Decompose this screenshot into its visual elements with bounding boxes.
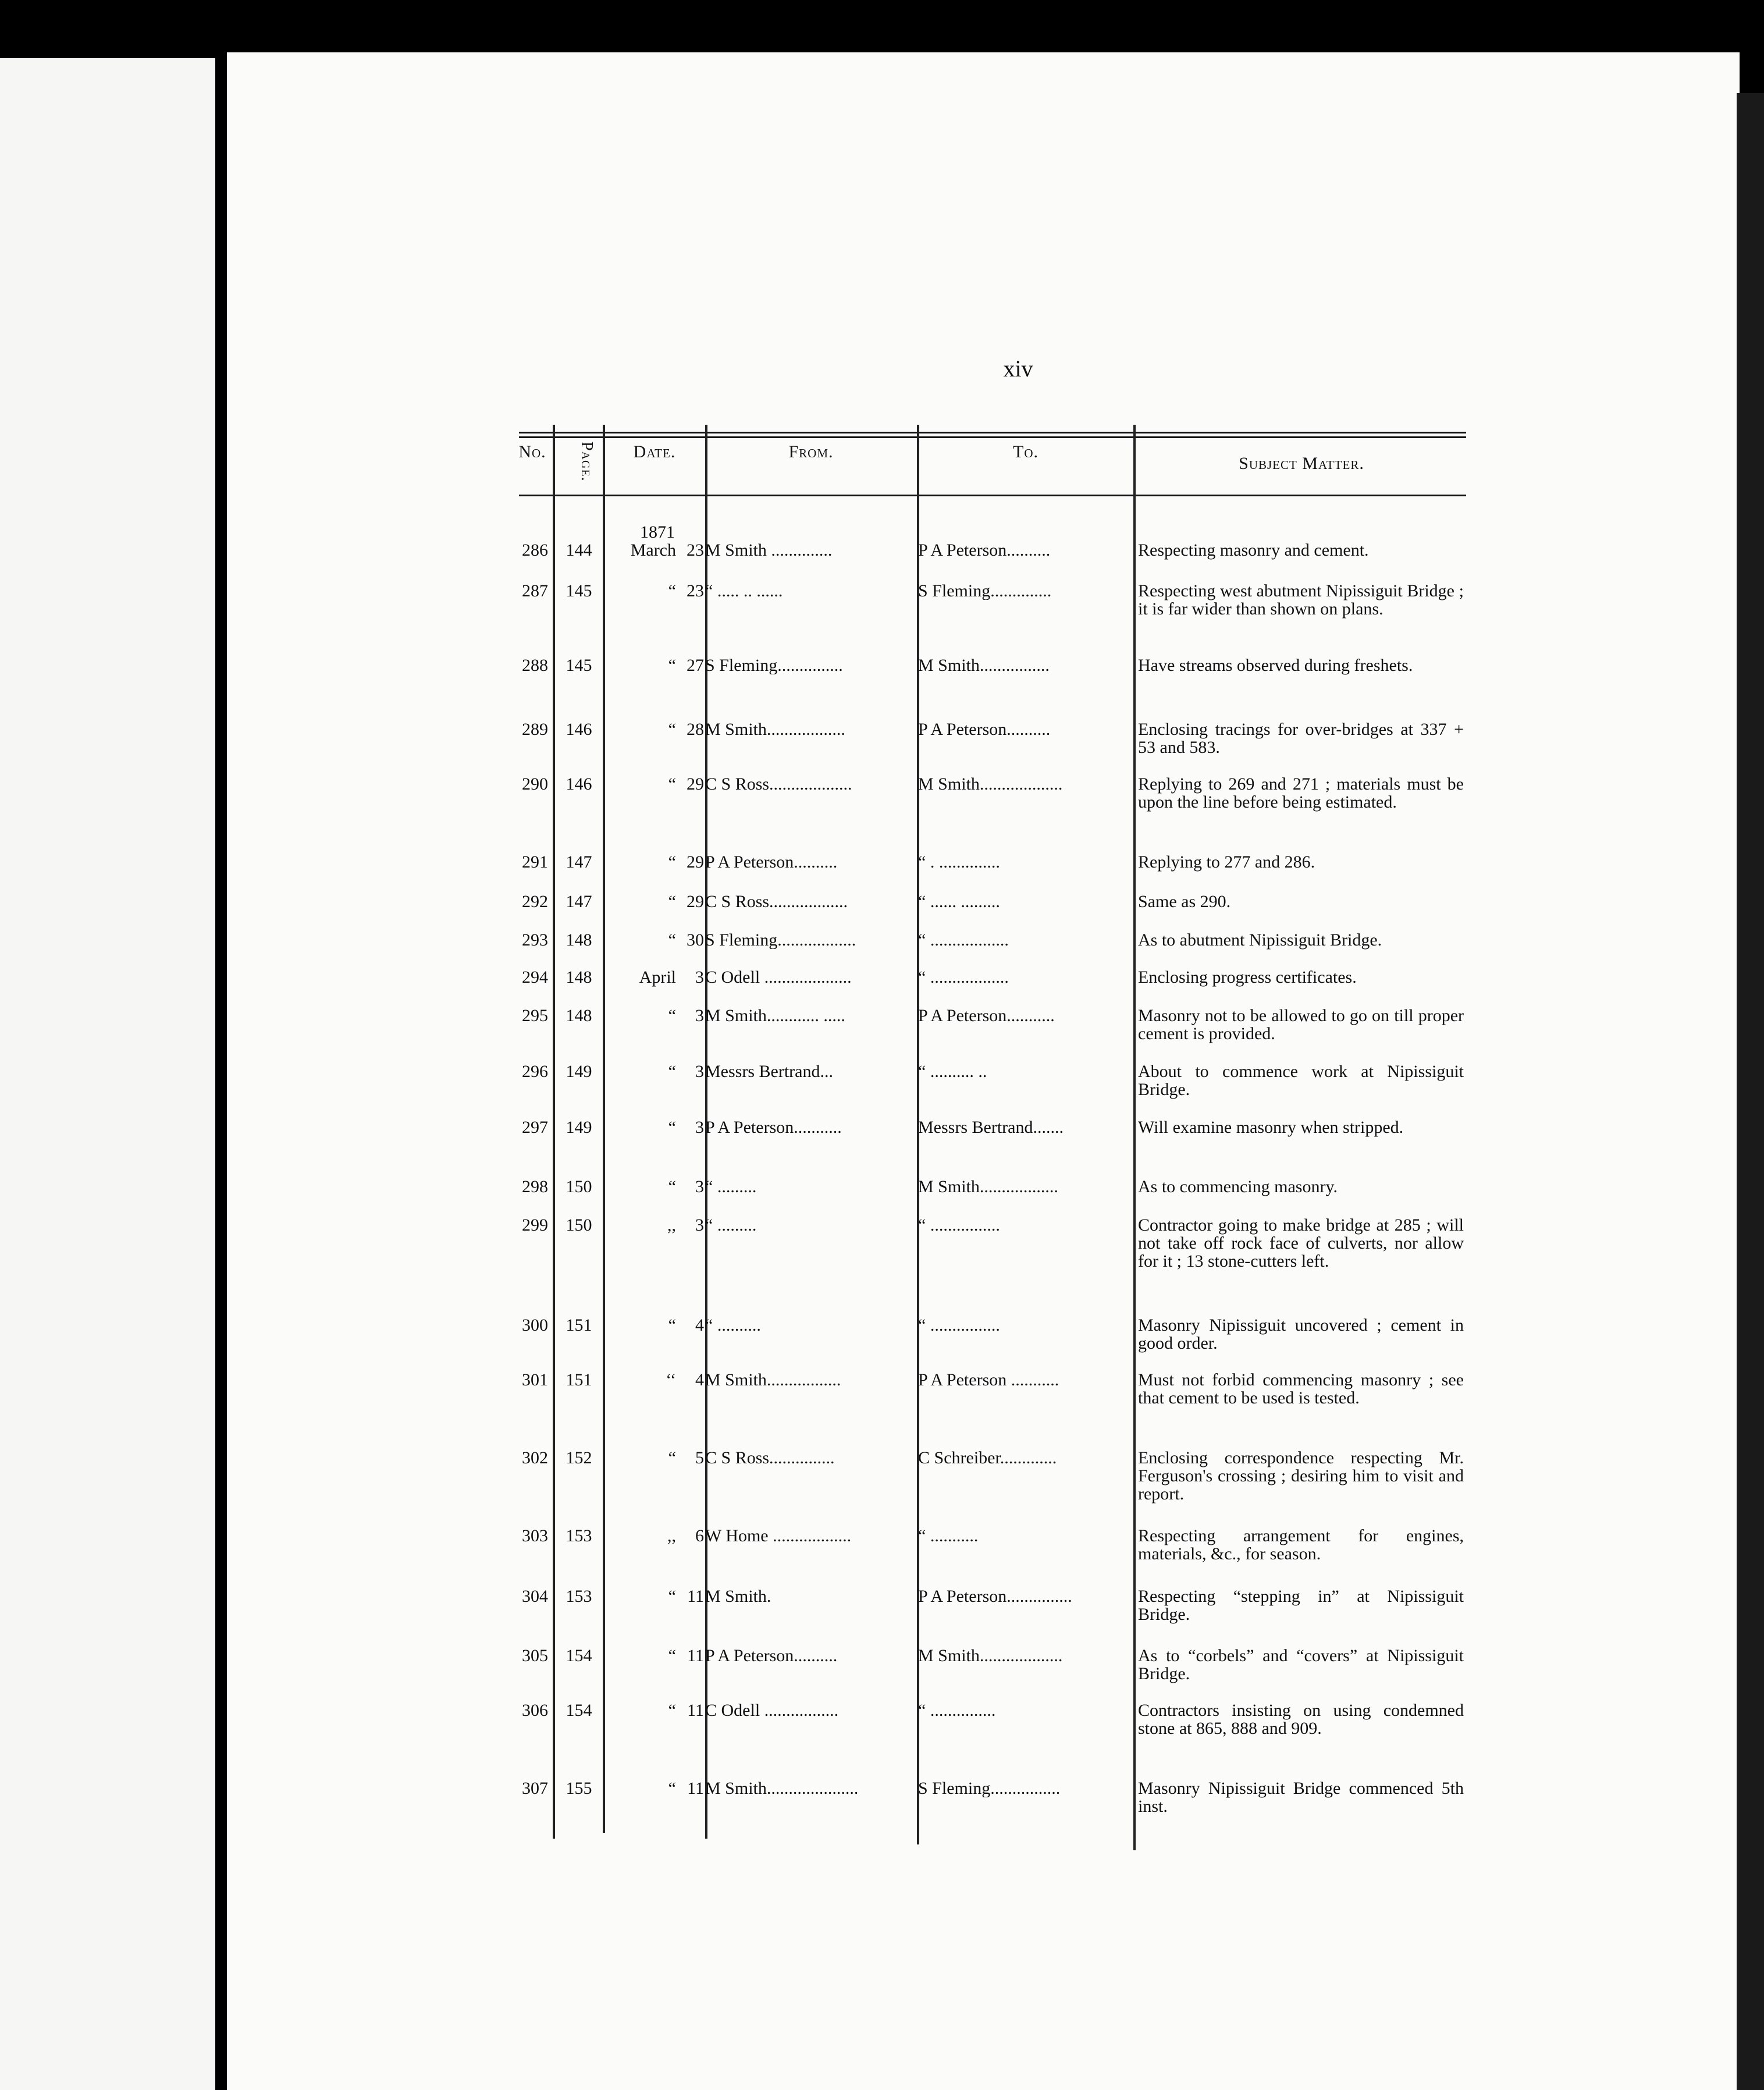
- entry-page: 155: [566, 1779, 592, 1798]
- entry-day: 4: [695, 1316, 704, 1335]
- entry-month: ‘‘: [666, 1370, 676, 1389]
- entry-subject: As to “corbels” and “covers” at Nipissiguit Bridge.: [1138, 1646, 1464, 1683]
- column-line: [603, 425, 605, 1833]
- entry-from: M Smith.................: [705, 1371, 841, 1389]
- entry-day: 3: [695, 1006, 704, 1025]
- entry-subject: Have streams observed during freshets.: [1138, 656, 1413, 675]
- entry-page: 146: [566, 774, 592, 794]
- entry-subject: Replying to 277 and 286.: [1138, 852, 1315, 872]
- entry-from: P A Peterson..........: [705, 853, 838, 871]
- entry-subject: Contractor going to make bridge at 285 ; will not take off rock face of culverts, nor allow for it ; 13 stone-cutters left.: [1138, 1215, 1464, 1271]
- entry-day: 3: [695, 968, 704, 987]
- entry-page: 154: [566, 1646, 592, 1665]
- entry-page: 148: [566, 930, 592, 950]
- entry-month: “: [668, 774, 676, 794]
- entry-month: April: [639, 968, 676, 987]
- entry-to: P A Peterson...........: [918, 1007, 1055, 1025]
- entry-number: 291: [522, 852, 548, 872]
- entry-month: “: [668, 852, 676, 872]
- entry-from: W Home ..................: [705, 1527, 852, 1545]
- header-from: From.: [788, 442, 834, 461]
- table-row: [0, 1062, 1764, 1099]
- entry-day: 3: [695, 1215, 704, 1235]
- table-row: [0, 1215, 1764, 1271]
- table-row: [0, 774, 1764, 812]
- header-page: Page.: [578, 441, 596, 482]
- table-row: [0, 852, 1764, 872]
- entry-number: 293: [522, 930, 548, 950]
- entry-day: 4: [695, 1370, 704, 1389]
- entry-page: 146: [566, 720, 592, 739]
- entry-from: “ ..........: [705, 1316, 761, 1334]
- header-to: To.: [1013, 442, 1039, 461]
- entry-month: “: [668, 581, 676, 600]
- entry-day: 29: [687, 852, 704, 872]
- entry-day: 3: [695, 1118, 704, 1137]
- entry-page: 149: [566, 1118, 592, 1137]
- entry-subject: As to abutment Nipissiguit Bridge.: [1138, 930, 1382, 950]
- entry-number: 294: [522, 968, 548, 987]
- entry-to: M Smith................: [918, 656, 1050, 674]
- header-subject: Subject Matter.: [1239, 454, 1364, 473]
- column-line: [553, 425, 555, 1839]
- entry-month: “: [668, 1177, 676, 1196]
- entry-number: 287: [522, 581, 548, 600]
- scan-edge: [1737, 93, 1764, 2090]
- entry-page: 147: [566, 852, 592, 872]
- entry-number: 296: [522, 1062, 548, 1081]
- entry-from: Messrs Bertrand...: [705, 1062, 833, 1080]
- entry-page: 144: [566, 541, 592, 560]
- entry-number: 303: [522, 1526, 548, 1545]
- entry-page: 153: [566, 1526, 592, 1545]
- entry-from: M Smith.: [705, 1587, 771, 1605]
- entry-month: “: [668, 1779, 676, 1798]
- entry-day: 3: [695, 1177, 704, 1196]
- entry-number: 289: [522, 720, 548, 739]
- entry-from: C S Ross...................: [705, 775, 852, 793]
- entry-number: 290: [522, 774, 548, 794]
- entry-subject: Enclosing tracings for over-bridges at 337 + 53 and 583.: [1138, 720, 1464, 757]
- entry-day: 23: [687, 541, 704, 560]
- entry-subject: Enclosing progress certificates.: [1138, 968, 1357, 987]
- entry-to: Messrs Bertrand.......: [918, 1118, 1064, 1136]
- entry-month: “: [668, 1316, 676, 1335]
- entry-from: “ .........: [705, 1178, 757, 1196]
- entry-subject: Will examine masonry when stripped.: [1138, 1118, 1404, 1137]
- entry-to: P A Peterson...............: [918, 1587, 1072, 1605]
- entry-month: ,,: [667, 1526, 676, 1545]
- entry-number: 307: [522, 1779, 548, 1798]
- entry-page: 145: [566, 656, 592, 675]
- table-row: [0, 720, 1764, 757]
- entry-page: 151: [566, 1316, 592, 1335]
- entry-page: 154: [566, 1701, 592, 1720]
- entry-day: 29: [687, 892, 704, 911]
- entry-month: “: [668, 1006, 676, 1025]
- entry-to: P A Peterson..........: [918, 720, 1051, 738]
- entry-to: P A Peterson..........: [918, 541, 1051, 559]
- entry-page: 149: [566, 1062, 592, 1081]
- entry-number: 286: [522, 541, 548, 560]
- entry-to: “ ...........: [918, 1527, 979, 1545]
- entry-month: “: [668, 1587, 676, 1606]
- table-row: [0, 541, 1764, 560]
- entry-month: “: [668, 1701, 676, 1720]
- entry-to: M Smith...................: [918, 775, 1063, 793]
- entry-page: 150: [566, 1177, 592, 1196]
- entry-page: 148: [566, 1006, 592, 1025]
- entry-from: S Fleming...............: [705, 656, 843, 674]
- entry-from: “ .........: [705, 1216, 757, 1234]
- entry-subject: Masonry Nipissiguit uncovered ; cement in good order.: [1138, 1316, 1464, 1353]
- entry-from: M Smith ..............: [705, 541, 833, 559]
- header-rule-top-double: [519, 436, 1466, 438]
- date-year: 1871: [640, 522, 675, 542]
- entry-to: “ ..................: [918, 931, 1009, 949]
- entry-to: S Fleming................: [918, 1779, 1061, 1797]
- table-row: [0, 968, 1764, 987]
- entry-subject: Enclosing correspondence respecting Mr. Ferguson's crossing ; desiring him to visit and report.: [1138, 1448, 1464, 1503]
- entry-page: 147: [566, 892, 592, 911]
- entry-number: 300: [522, 1316, 548, 1335]
- entry-subject: Respecting arrangement for engines, materials, &c., for season.: [1138, 1526, 1464, 1563]
- entry-day: 11: [687, 1701, 704, 1720]
- entry-to: M Smith..................: [918, 1178, 1058, 1196]
- entry-subject: Replying to 269 and 271 ; materials must be upon the line before being estimated.: [1138, 774, 1464, 812]
- entry-to: “ .......... ..: [918, 1062, 987, 1080]
- entry-from: P A Peterson..........: [705, 1647, 838, 1665]
- entry-subject: Masonry not to be allowed to go on till proper cement is provided.: [1138, 1006, 1464, 1043]
- entry-from: M Smith..................: [705, 720, 845, 738]
- entry-from: C Odell .................: [705, 1701, 839, 1719]
- table-row: [0, 1118, 1764, 1137]
- entry-number: 288: [522, 656, 548, 675]
- entry-to: “ ................: [918, 1216, 1000, 1234]
- entry-day: 11: [687, 1779, 704, 1798]
- entry-page: 153: [566, 1587, 592, 1606]
- entry-subject: Same as 290.: [1138, 892, 1231, 911]
- header-date: Date.: [633, 442, 676, 461]
- entry-from: S Fleming..................: [705, 931, 856, 949]
- entry-from: C Odell ....................: [705, 968, 852, 986]
- entry-to: M Smith...................: [918, 1647, 1063, 1665]
- entry-month: ,,: [667, 1215, 676, 1235]
- entry-month: “: [668, 1062, 676, 1081]
- entry-month: “: [668, 720, 676, 739]
- entry-subject: Contractors insisting on using condemned stone at 865, 888 and 909.: [1138, 1701, 1464, 1738]
- entry-number: 304: [522, 1587, 548, 1606]
- entry-to: “ ...... .........: [918, 893, 1000, 911]
- entry-from: P A Peterson...........: [705, 1118, 842, 1136]
- entry-number: 305: [522, 1646, 548, 1665]
- table-row: [0, 1587, 1764, 1624]
- table-row: [0, 1316, 1764, 1353]
- entry-day: 5: [695, 1448, 704, 1467]
- entry-month: March: [630, 541, 676, 560]
- entry-from: M Smith............ .....: [705, 1007, 845, 1025]
- entry-page: 145: [566, 581, 592, 600]
- entry-day: 28: [687, 720, 704, 739]
- entry-to: “ ................: [918, 1316, 1000, 1334]
- entry-subject: Must not forbid commencing masonry ; see that cement to be used is tested.: [1138, 1370, 1464, 1407]
- entry-number: 302: [522, 1448, 548, 1467]
- entry-page: 150: [566, 1215, 592, 1235]
- entry-to: P A Peterson ...........: [918, 1371, 1059, 1389]
- entry-number: 297: [522, 1118, 548, 1137]
- entry-month: “: [668, 1646, 676, 1665]
- entry-subject: As to commencing masonry.: [1138, 1177, 1338, 1196]
- entry-day: 23: [687, 581, 704, 600]
- entry-subject: Respecting west abutment Nipissiguit Bridge ; it is far wider than shown on plans.: [1138, 581, 1464, 619]
- entry-subject: Masonry Nipissiguit Bridge commenced 5th inst.: [1138, 1779, 1464, 1816]
- entry-from: “ ..... .. ......: [705, 582, 783, 600]
- entry-day: 29: [687, 774, 704, 794]
- entry-from: C S Ross..................: [705, 893, 848, 911]
- entry-to: “ ...............: [918, 1701, 996, 1719]
- header-no: No.: [518, 442, 546, 461]
- header-rule-top: [519, 432, 1466, 433]
- entry-number: 298: [522, 1177, 548, 1196]
- entry-to: C Schreiber.............: [918, 1449, 1057, 1467]
- entry-subject: Respecting masonry and cement.: [1138, 541, 1369, 560]
- header-rule-bottom: [519, 495, 1466, 496]
- entry-day: 6: [695, 1526, 704, 1545]
- entry-page: 148: [566, 968, 592, 987]
- entry-number: 306: [522, 1701, 548, 1720]
- table-row: [0, 1779, 1764, 1816]
- entry-number: 292: [522, 892, 548, 911]
- entry-day: 27: [687, 656, 704, 675]
- table-row: [0, 1701, 1764, 1738]
- entry-subject: About to commence work at Nipissiguit Bridge.: [1138, 1062, 1464, 1099]
- table-row: [0, 656, 1764, 675]
- entry-number: 299: [522, 1215, 548, 1235]
- entry-page: 151: [566, 1370, 592, 1389]
- entry-to: “ . ..............: [918, 853, 1000, 871]
- entry-month: “: [668, 656, 676, 675]
- entry-subject: Respecting “stepping in” at Nipissiguit Bridge.: [1138, 1587, 1464, 1624]
- entry-number: 301: [522, 1370, 548, 1389]
- entry-day: 11: [687, 1587, 704, 1606]
- entry-to: S Fleming..............: [918, 582, 1052, 600]
- entry-day: 3: [695, 1062, 704, 1081]
- entry-day: 30: [687, 930, 704, 950]
- entry-from: C S Ross...............: [705, 1449, 835, 1467]
- entry-from: M Smith.....................: [705, 1779, 859, 1797]
- entry-to: “ ..................: [918, 968, 1009, 986]
- entry-month: “: [668, 892, 676, 911]
- page-folio: xiv: [1003, 356, 1033, 382]
- facing-page: [0, 58, 215, 2090]
- entry-number: 295: [522, 1006, 548, 1025]
- entry-month: “: [668, 1448, 676, 1467]
- table-row: [0, 930, 1764, 950]
- entry-page: 152: [566, 1448, 592, 1467]
- entry-month: “: [668, 1118, 676, 1137]
- column-line: [1133, 425, 1136, 1850]
- entry-month: “: [668, 930, 676, 950]
- entry-day: 11: [687, 1646, 704, 1665]
